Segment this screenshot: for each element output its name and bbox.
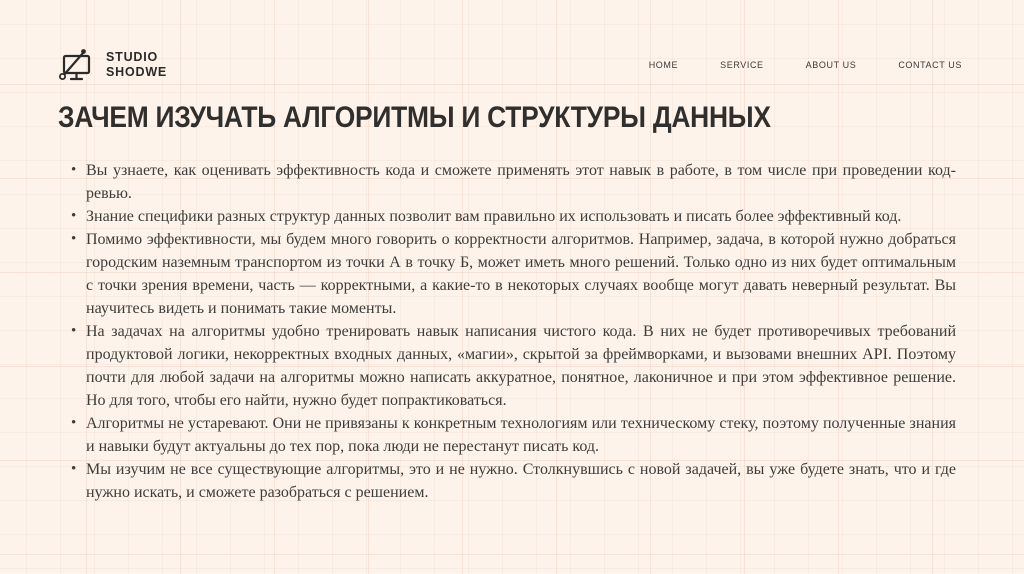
main-nav xyxy=(649,60,966,70)
bullet-list xyxy=(58,159,966,504)
nav-item-about-us[interactable]: ABOUT US xyxy=(805,60,857,70)
nav-item-contact-us[interactable]: CONTACT US xyxy=(898,60,962,70)
bullet-item-6: • Мы изучим не все существующие алгоритмы, это и не нужно. Столкнувшись с новой задачей, вы уже будете знать, что и где нужно искать, и сможете разобраться с решением. xyxy=(86,458,966,504)
brand-name-line1: STUDIO xyxy=(106,50,159,65)
content-area xyxy=(58,159,966,504)
nav-item-service[interactable]: SERVICE xyxy=(720,60,764,70)
brand-logo[interactable] xyxy=(58,46,167,84)
bullet-item-2: • Знание специфики разных структур данных позволит вам правильно их использовать и писать более эффективный код. xyxy=(86,205,966,228)
studio-shodwe-logo-icon xyxy=(58,46,96,84)
bullet-item-1: • Вы узнаете, как оценивать эффективность кода и сможете применять этот навык в работе, в том числе при проведении код-ревью. xyxy=(86,159,966,205)
brand-name-line2: SHODWE xyxy=(106,65,168,79)
nav-item-home[interactable]: HOME xyxy=(648,60,679,70)
page-title: ЗАЧЕМ ИЗУЧАТЬ АЛГОРИТМЫ И СТРУКТУРЫ ДАННЫХ xyxy=(58,101,771,134)
brand-name xyxy=(106,50,167,80)
header xyxy=(58,0,966,84)
bullet-item-5: • Алгоритмы не устаревают. Они не привязаны к конкретным технологиям или техническому стеку, поэтому полученные знания и навыки будут актуальны до тех пор, пока люди не перестанут писать код. xyxy=(86,412,966,458)
bullet-item-4: • На задачах на алгоритмы удобно тренировать навык написания чистого кода. В них не будет противоречивых требований продуктовой логики, некорректных входных данных, «магии», скрытой за фреймворками, и вызовами внешних API. Поэтому почти для любой задачи на алгоритмы можно написать аккуратное, понятное, лаконичное и при этом эффективное решение. Но для того, чтобы его найти, нужно будет попрактиковаться. xyxy=(86,320,966,412)
bullet-item-3: • Помимо эффективности, мы будем много говорить о корректности алгоритмов. Например, задача, в которой нужно добраться городским наземным транспортом из точки А в точку Б, может иметь много решений. Только одно из них будет оптимальным с точки зрения времени, часть — корректными, а какие-то в некоторых случаях вообще могут давать неверный результат. Вы научитесь видеть и понимать такие моменты. xyxy=(86,228,966,320)
